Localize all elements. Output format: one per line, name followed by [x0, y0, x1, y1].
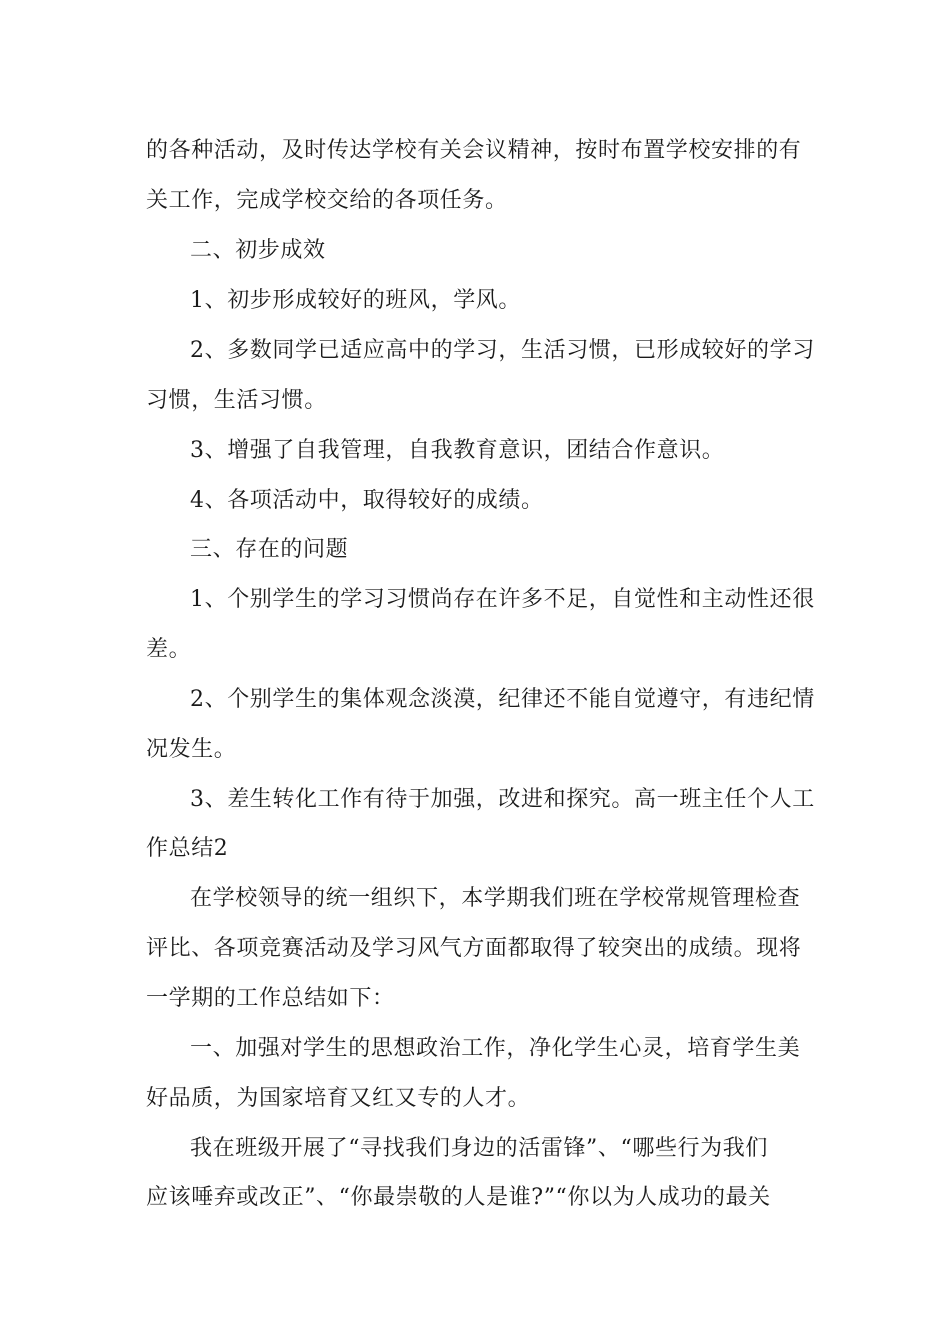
text-line: 的各种活动，及时传达学校有关会议精神，按时布置学校安排的有	[146, 138, 802, 163]
text-line: 况发生。	[146, 737, 237, 762]
text-line: 习惯，生活习惯。	[146, 388, 327, 413]
section-heading: 二、初步成效	[190, 238, 326, 263]
text-line: 好品质，为国家培育又红又专的人才。	[146, 1086, 531, 1111]
list-item: 2、个别学生的集体观念淡漠，纪律还不能自觉遵守，有违纪情	[190, 687, 815, 712]
list-item: 3、增强了自我管理，自我教育意识，团结合作意识。	[190, 438, 725, 463]
text-line: 应该唾弃或改正”、“你最崇敬的人是谁?”“你以为人成功的最关	[146, 1185, 771, 1210]
text-line: 作总结2	[146, 836, 229, 861]
list-item: 2、多数同学已适应高中的学习，生活习惯，已形成较好的学习	[190, 338, 815, 363]
text-line: 一学期的工作总结如下：	[146, 986, 395, 1011]
paragraph-start: 在学校领导的统一组织下，本学期我们班在学校常规管理检查	[190, 886, 801, 911]
list-item: 1、初步形成较好的班风，学风。	[190, 288, 521, 313]
list-item: 1、个别学生的学习习惯尚存在许多不足，自觉性和主动性还很	[190, 587, 815, 612]
list-item: 4、各项活动中，取得较好的成绩。	[190, 488, 544, 513]
section-heading: 一、加强对学生的思想政治工作，净化学生心灵，培育学生美	[190, 1036, 801, 1061]
list-item: 3、差生转化工作有待于加强，改进和探究。高一班主任个人工	[190, 787, 815, 812]
text-line: 评比、各项竞赛活动及学习风气方面都取得了较突出的成绩。现将	[146, 936, 802, 961]
text-line: 差。	[146, 637, 192, 662]
paragraph-start: 我在班级开展了“寻找我们身边的活雷锋”、“哪些行为我们	[190, 1136, 768, 1161]
text-line: 关工作，完成学校交给的各项任务。	[146, 188, 508, 213]
section-heading: 三、存在的问题	[190, 537, 349, 562]
